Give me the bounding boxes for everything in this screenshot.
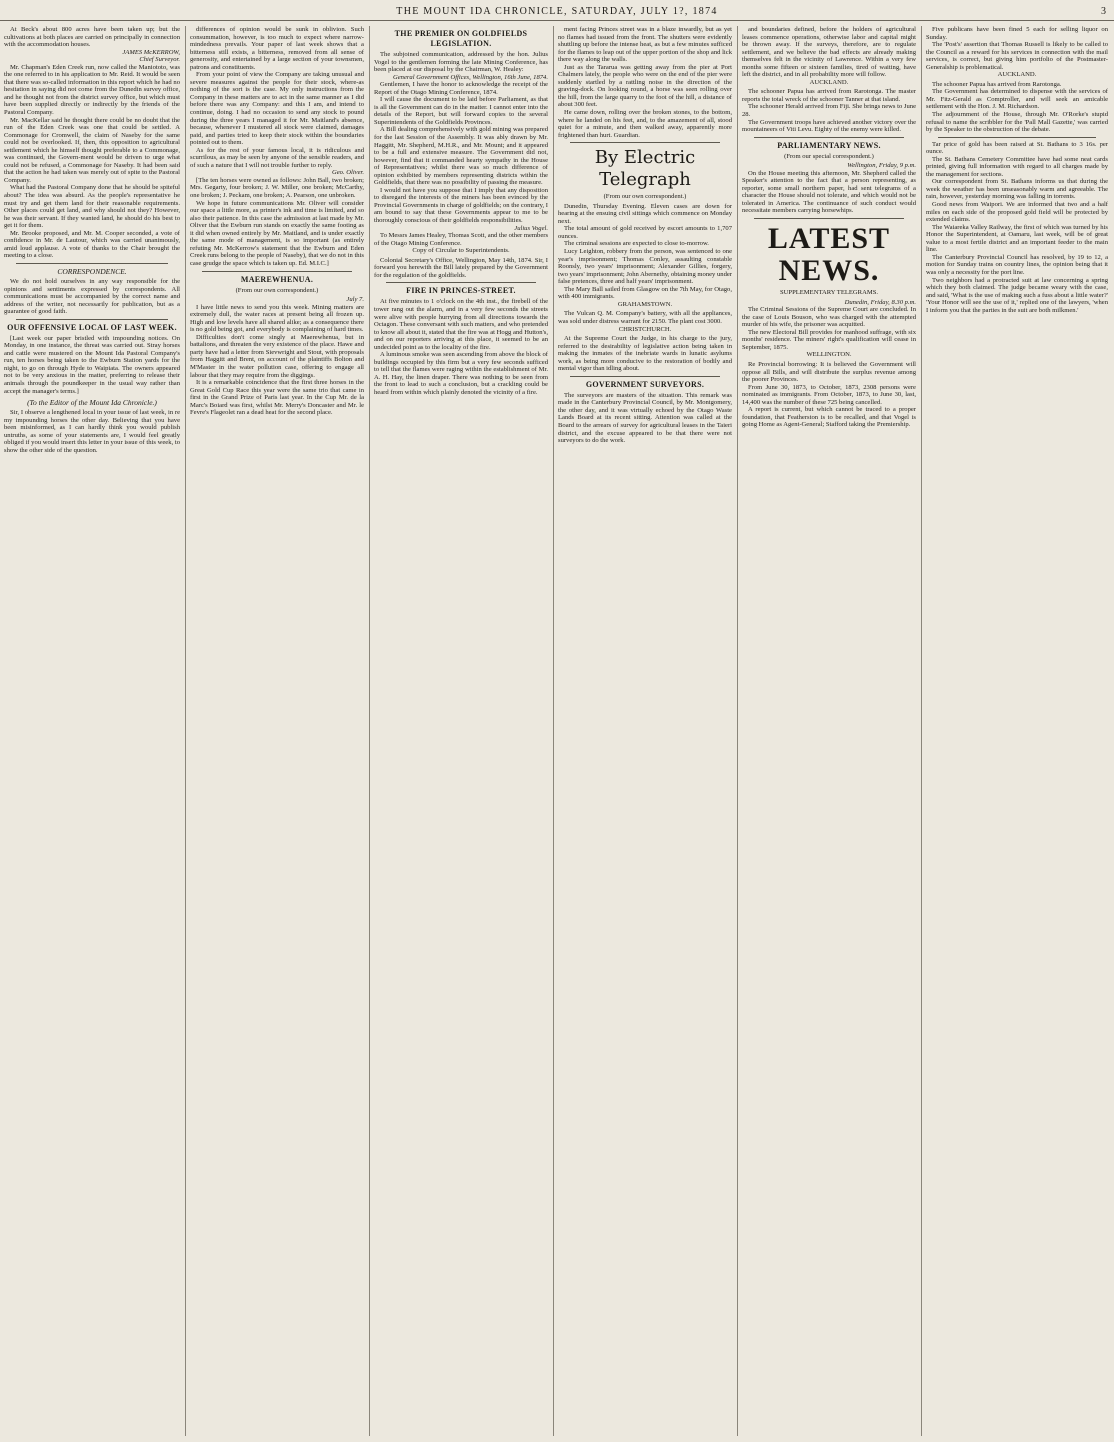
article-paragraph: At Beck's about 800 acres have been taken up; but the cultivations at both places are carried on principally in connection with the accommodation houses.	[4, 26, 180, 49]
divider	[16, 263, 168, 264]
telegram-paragraph: The new Electoral Bill provides for manhood suffrage, with six months' residence. The miners' right's qualification will cease in September, 1875.	[742, 328, 916, 351]
article-paragraph: Just as the Tararua was getting away from the pier at Port Chalmers lately, the people who were on the end of the pier were suddenly startled by a rattling noise in the direction of the graving-dock. On looking round, a horse was seen rolling over the hill, from the large quarry to the foot of the hill, a distance of about 300 feet.	[558, 63, 732, 109]
masthead	[0, 6, 1114, 21]
column-2	[190, 26, 364, 1436]
telegram-paragraph: The Mary Ball sailed from Glasgow on the 7th May, for Otago, with 400 immigrants.	[558, 285, 732, 301]
telegram-paragraph: The Government troops have achieved another victory over the mountaineers of Viti Levu. Eighty of the enemy were killed.	[742, 118, 916, 134]
local-paragraph: Tar price of gold has been raised at St. Bathans to 3 16s. per ounce.	[926, 140, 1108, 156]
column-4	[558, 26, 732, 1436]
article-paragraph: and boundaries defined, before the holders of agricultural leases commence operations, otherwise labor and capital might be thrown away. If the surveys, therefore, are to regulate settlement, and we believe the bad effects are already making themselves felt in the vicinity of Lawrence. Within a very few months some fifteen or sixteen families, tired of waiting, have left the district, and in all probability more will follow.	[742, 26, 916, 79]
column-rule	[185, 26, 186, 1436]
telegram-paragraph: The adjournment of the House, through Mr. O'Rorke's stupid refusal to name the scribbler for the 'Pall Mall Gazette,' was carried by the Speaker to the obstruction of the debate.	[926, 111, 1108, 134]
divider	[16, 319, 168, 320]
telegram-paragraph: Dunedin, Thursday Evening. Eleven cases are down for hearing at the ensuing civil sittings which commence on Monday next.	[558, 202, 732, 225]
telegram-paragraph: The Vulcan Q. M. Company's battery, with all the appliances, was sold under distress warrant for 2150. The plant cost 3000.	[558, 310, 732, 325]
article-paragraph: From your point of view the Company are taking unusual and severe measures against the people for their stock, where-as nothing of the sort is the case. My only instructions from the Company in these matters are to act in the same manner as I did before there was any Company: and this I am, and intend to continue, doing. I had no occasion to send any stock to pound during the three years I managed it for Mr. Maitland's absence, because, whenever I mustered all stock were claimed, damages paid, and parties tried to keep their stock within the boundaries pointed out to them.	[190, 71, 364, 147]
telegram-paragraph: On the House meeting this afternoon, Mr. Shepherd called the Speaker's attention to the fact that a person representing, as reporter, some small northern paper, had sent telegrams of a character the House should not tolerate, and which would not be tolerated in America. The continuance of such conduct would necessitate members carrying horsewhips.	[742, 169, 916, 215]
latest-news-banner: LATEST NEWS.	[767, 222, 891, 288]
correspondent-note: (From our own correspondent.)	[603, 193, 687, 201]
telegram-paragraph: Lucy Leighton, robbery from the person, was sentenced to one year's imprisonment; Thomas Conley, assaulting constable Roonsly, two years' imprisonment; Alexander Gillies, forgery, two years' imprisonment; John Abernethy, obtaining money under false pretences, three and half years' imprisonment.	[558, 248, 732, 286]
dateline: General Government Offices, Wellington, 16th June, 1874.	[392, 73, 548, 81]
telegram-paragraph: The schooner Papua has arrived from Rarotonga.	[932, 80, 1062, 88]
telegram-paragraph: The Criminal Sessions of the Supreme Court are concluded. In the case of Louis Bouson, who was charged with the attempted murder of his wife, the prisoner was acquitted.	[742, 306, 916, 329]
column-6	[926, 26, 1108, 1436]
place-heading: AUCKLAND.	[997, 71, 1037, 79]
divider	[202, 271, 352, 272]
column-5	[742, 26, 916, 1436]
place-heading: CHRISTCHURCH.	[618, 325, 672, 333]
column-3	[374, 26, 548, 1436]
article-paragraph: Gentlemen, I have the honor to acknowledge the receipt of the Report of the Otago Mining Conference, 1874.	[374, 81, 548, 96]
article-paragraph: To Messrs James Healey, Thomas Scott, and the other members of the Otago Mining Conference.	[374, 232, 548, 247]
place-heading: WELLINGTON.	[806, 351, 852, 359]
correspondent-note: (From our special correspondent.)	[784, 152, 874, 160]
telegram-paragraph: The schooner Papua has arrived from Rarotonga. The master reports the total wreck of the schooner Tanner at that island.	[742, 88, 916, 103]
article-paragraph: Mr. Brooke proposed, and Mr. M. Cooper seconded, a vote of confidence in Mr. de Lautour, which was carried unanimously, amid loud applause. A vote of thanks to the Chair brought the meeting to a close.	[4, 229, 180, 260]
subheading: (To the Editor of the Mount Ida Chronicle.)	[27, 398, 157, 408]
signoff-title: Chief Surveyor.	[139, 56, 180, 64]
telegram-paragraph: The total amount of gold received by escort amounts to 1,707 ounces.	[558, 225, 732, 240]
article-paragraph: At five minutes to 1 o'clock on the 4th inst., the firebell of the tower rang out the alarm, and in a very few seconds the streets were alive with people hurrying from all directions towards the Octagon. These conversant with such matters, and who pretended to know all about it, stated that the fire was at Hogg and Hutton's, and on our reporters arriving at this place, it seemed to be an undecided point as to the locality of the fire.	[374, 298, 548, 351]
divider	[938, 137, 1096, 138]
article-paragraph: I will cause the document to be laid before Parliament, as that is all the Government can do in the matter. I cannot enter into the details of the Report, but will forward copies to the several Superintendents of the Goldfields Provinces.	[374, 96, 548, 126]
article-paragraph: A luminous smoke was seen ascending from above the block of buildings occupied by this firm but a very few seconds sufficed to tell that the flames were raging within the establishment of Mr. A. H. Hay, the linen draper. There was nothing to be seen from the front to lead to such a conclusion, but a crackling could be heard from within which plainly denoted the vicinity of a fire.	[374, 351, 548, 396]
telegram-paragraph: Re Provincial borrowing: It is believed the Government will oppose all Bills, and will distribute the surplus revenue among the poorer Provinces.	[742, 360, 916, 384]
article-paragraph: Colonial Secretary's Office, Wellington, May 14th, 1874. Sir, I forward you herewith the Bill lately prepared by the Government for the regulation of the goldfields.	[374, 256, 548, 279]
place-heading: AUCKLAND.	[809, 78, 849, 86]
divider	[386, 282, 536, 283]
dateline: July 7.	[346, 296, 364, 304]
section-heading: GOVERNMENT SURVEYORS.	[585, 379, 705, 389]
section-heading: CORRESPONDENCE.	[57, 266, 127, 276]
telegram-paragraph: The Government has determined to dispense with the services of Mr. Fitz-Gerald as Comptroller, and will seek an amicable settlement with the Hon. J. M. Richardson.	[926, 88, 1108, 111]
article-paragraph: What had the Pastoral Company done that he should be spiteful about? The idea was absurd. As the people's representative he must try and get them land for their reasonable requirements. Other places could get land, and why should not they? However, he was their servant. If they wanted land, he should do his best to get it for them.	[4, 184, 180, 230]
section-heading: MAEREWHENUA.	[240, 274, 314, 284]
notice-paragraph: We do not hold ourselves in any way responsible for the opinions and sentiments expressed by correspondents. All communications must be accompanied by the correct name and address of the writer, not necessarily for publication, but as a guarantee of good faith.	[4, 277, 180, 316]
subheading: SUPPLEMENTARY TELEGRAMS.	[779, 289, 879, 297]
section-heading: PARLIAMENTARY NEWS.	[777, 140, 881, 150]
article-paragraph: As for the rest of your famous local, it is ridiculous and scurrilous, as may be seen by anyone of the sensible readers, and of such a nature that I will not trouble further to reply.	[190, 146, 364, 169]
page-number: 3	[1101, 6, 1106, 17]
local-paragraph: Our correspondent from St. Bathans informs us that during the week the weather has been unseasonably warm and agreeable. The rain, however, yesterday morning was falling in torrents.	[926, 178, 1108, 201]
place-heading: GRAHAMSTOWN.	[617, 300, 673, 308]
correspondent-note: (From our own correspondent.)	[235, 286, 319, 294]
telegraph-banner: By Electric Telegraph	[594, 147, 696, 191]
telegram-paragraph: A report is current, but which cannot be traced to a proper foundation, that Featherston is to be recalled, and that Vogel is going Home as Agent-General; Stafford taking the Premiership.	[742, 406, 916, 429]
divider	[754, 137, 904, 138]
column-1	[4, 26, 180, 1436]
column-rule	[921, 26, 922, 1436]
telegram-paragraph: The schooner Herald arrived from Fiji. She brings news to June 28.	[742, 103, 916, 119]
local-paragraph: Good news from Waipori. We are informed that two and a half miles on each side of the proposed gold field will be protected by extended claims.	[926, 201, 1108, 224]
article-paragraph: I have little news to send you this week. Mining matters are extremely dull, the water races at present being all frozen up. High and low levels have all shared alike; as a consequence there is no gold being got, and everybody is complaining of hard times.	[190, 303, 364, 334]
article-paragraph: We hope in future communications Mr. Oliver will consider our space a little more, as printer's ink and time is limited, and so also their patience. In this case the admission at last made by Mr. Oliver that the Ewburn run stands on exactly the same footing as it did when owned entirely by Mr. Maitland, and is under exactly the same mode of management, is so important (as entirely refuting Mr. McKerrow's statement that the Ewburn and Eden Creek runs belong to the people of Naseby), that we do not in this case grudge the space which is taken up. Ed. M.I.C.]	[190, 199, 364, 267]
article-paragraph: Sir, I observe a lengthened local in your issue of last week, in re my impounding horses the other day. Believing that you have been misinformed, as I can hardly think you would publish untruths, as some of your statements are, I would feel greatly obliged if you would insert this letter in your issue of this week, to show the other side of the question.	[4, 409, 180, 454]
signature: Geo. Oliver.	[331, 169, 364, 177]
local-paragraph: The Waiareka Valley Railway, the first of which was turned by his Honor the Superintendent, at Oamaru, last week, will be of great value to a most fertile district and an important feeder to the main line.	[926, 223, 1108, 254]
local-paragraph: Two neighbors had a protracted suit at law concerning a spring which they both claimed. The judge became weary with the case, and said, 'What is the use of making such a fuss about a little water?' 'Your Honor will see the use of it,' replied one of the lawyers, 'when I inform you that the parties in the suit are both milkmen.'	[926, 276, 1108, 314]
article-paragraph: [The ten horses were owned as follows: John Ball, two broken; Mrs. Gegarty, four broken; J. W. Miller, one broken; McCarthy, one broken; J. Peckam, one broken; A. Pearson, one unbroken.	[190, 176, 364, 200]
section-heading: OUR OFFENSIVE LOCAL OF LAST WEEK.	[7, 322, 177, 332]
article-paragraph: The subjoined communication, addressed by the hon. Julius Vogel to the gentlemen forming the late Mining Conference, has been placed at our disposal by the Chairman, W. Healey:	[374, 51, 548, 74]
divider	[754, 218, 904, 219]
article-paragraph: I would not have you suppose that I imply that any disposition to disregard the interests of the miners has been evinced by the Provincial Governments in charge of goldfields; on the contrary, I am bound to say that these Governments appear to me to be thoroughly conscious of their goldfields responsibilities.	[374, 186, 548, 225]
column-rule	[553, 26, 554, 1436]
article-paragraph: He came down, rolling over the broken stones, to the bottom, where he landed on his feet, and, to the amazement of all, stood quiet for a minute, and then walked away, apparently more frightened than hurt. Guardian.	[558, 109, 732, 139]
dateline: Dunedin, Friday, 8.30 p.m.	[844, 298, 916, 306]
telegram-paragraph: Five publicans have been fined 5 each for selling liquor on Sunday.	[926, 26, 1108, 41]
article-paragraph: [Last week our paper bristled with impounding notices. On Monday, in one instance, the threat was carried out. Stray horses and cattle were mustered on the Mount Ida Pastoral Company's run, ten horses being taken to the Ewburn Station yards for the night, to go on through Hyde to Waipiata. The owners appeared not to be very anxious in the matter, preferring to release their animals through the poundkeeper in the usual way rather than accept the manager's terms.]	[4, 334, 180, 395]
telegram-paragraph: From June 30, 1873, to October, 1873, 2308 persons were nominated as immigrants. From October, 1873, to June 30, last, 14,400 was the number of these 725 being cancelled.	[742, 383, 916, 406]
article-paragraph: Difficulties don't come singly at Maerewhenua, but in battalions, and threaten the very existence of the place. Hawe and party have had a letter from Sievwright and Stout, with proposals from Haggitt and Brent, on account of the plaintiffs Bolton and M'Master in the water pollution case, offering to engage all labour that they may require from the diggings.	[190, 333, 364, 379]
signoff-name: JAMES McKERROW,	[122, 48, 180, 56]
divider	[570, 142, 720, 143]
article-paragraph: It is a remarkable coincidence that the first three horses in the Great Gold Cup Race this year were the same trio that came in first in the Grand Prize of Paris last year. In the Cup Mr. de la Marc's Boiard was first, whilst Mr. Merry's Doncaster and Mr. le Fevre's Flageolet ran a dead heat for the second place.	[190, 379, 364, 417]
dateline: Wellington, Friday, 9 p.m.	[847, 162, 916, 170]
column-rule	[369, 26, 370, 1436]
article-paragraph: Mr. Chapman's Eden Creek run, now called the Maniototo, was the one referred to in his application to Mr. Reid. It would be seen that there was so-called information in this report which he had no hesitation in saying did not come from the Dunedin survey office, and he thought not from the district survey office, but which must have been supplied directly or indirectly by the friends of the Pastoral Company.	[4, 63, 180, 117]
subheading: Copy of Circular to Superintendents.	[412, 247, 510, 255]
section-heading: THE PREMIER ON GOLDFIELDS LEGISLATION.	[394, 29, 528, 48]
article-paragraph: A Bill dealing comprehensively with gold mining was prepared for the last Session of the Assembly. It was ably drawn by Mr. Haggitt, Mr. Shepherd, M.H.R., and Mr. Mount; and it appeared to be a full and extensive measure. The Government did not, however, find that it commanded hearty sympathy in the House of Representatives; whilst there was so much difference of opinion exhibited by members representing districts within the Goldfields, that there was no possibility of passing the measure.	[374, 126, 548, 187]
telegram-paragraph: The criminal sessions are expected to close to-morrow.	[564, 240, 709, 248]
divider	[570, 376, 720, 377]
section-heading: FIRE IN PRINCES-STREET.	[406, 286, 516, 296]
local-paragraph: The Canterbury Provincial Council has resolved, by 19 to 12, a motion for Sunday trains on country lines, the opinion being that it was only a necessity for the port line.	[926, 253, 1108, 276]
column-rule	[737, 26, 738, 1436]
article-paragraph: differences of opinion would be sunk in oblivion. Such consummation, however, is too much to expect where narrow-mindedness prevails. Your paper of last week shows that a bitterness still exists, a bitterness, removed from all sense of generosity, and entertained by a large section of your townsmen, patrons and constituents.	[190, 26, 364, 71]
article-paragraph: Mr. MacKellar said he thought there could be no doubt that the run of the Eden Creek was one that could be settled. A Commonage for Cromwell, the claim of Naseby for the same could not be overlooked. If, then, this opposition to agricultural settlement which he himself thought preferable to a Commonage, was continued, the Govern-ment would be driven to urge what could not be refused, a Commonage for Naseby. It had been said that the action he had taken was merely out of spite to the Pastoral Company.	[4, 116, 180, 184]
masthead-title: THE MOUNT IDA CHRONICLE, SATURDAY, JULY 1?, 1874	[396, 6, 718, 17]
signature: Julius Vogel.	[514, 224, 548, 232]
local-paragraph: The St. Bathans Cemetery Committee have had some neat cards printed, giving full information with regard to all charges made by the management for sections.	[926, 155, 1108, 178]
telegram-paragraph: The 'Post's' assertion that Thomas Russell is likely to be called to the Council as a reward for his services in connection with the mail services, is correct, but giving him portfolio of the Postmaster-Generalship is problematical.	[926, 41, 1108, 71]
telegram-paragraph: At the Supreme Court the Judge, in his charge to the jury, referred to the desirability of legislative action being taken in making the inmates of the inebriate wards in lunatic asylums work, as being more conducive to the restoration of bodily and mental vigor than idling about.	[558, 335, 732, 373]
columns	[4, 26, 1110, 1436]
article-paragraph: ment facing Princes street was in a blaze inwardly, but as yet no flames had issued from the front. The shutters were evidently shuttling up before the intense heat, as but a few minutes sufficed for the flames to leap out of the upper portion of the shop and lick there way along the walls.	[558, 26, 732, 64]
article-paragraph: The surveyors are masters of the situation. This remark was made in the Canterbury Provincial Council, by Mr. Montgomery, the other day, and it was virtually echoed by the Otago Waste Lands Board at its recent sitting. Attention was called at the Board to the arrears of survey for agricultural leases in the Taieri district, and the excuse appeared to be that there were not surveyors to do the work.	[558, 391, 732, 445]
